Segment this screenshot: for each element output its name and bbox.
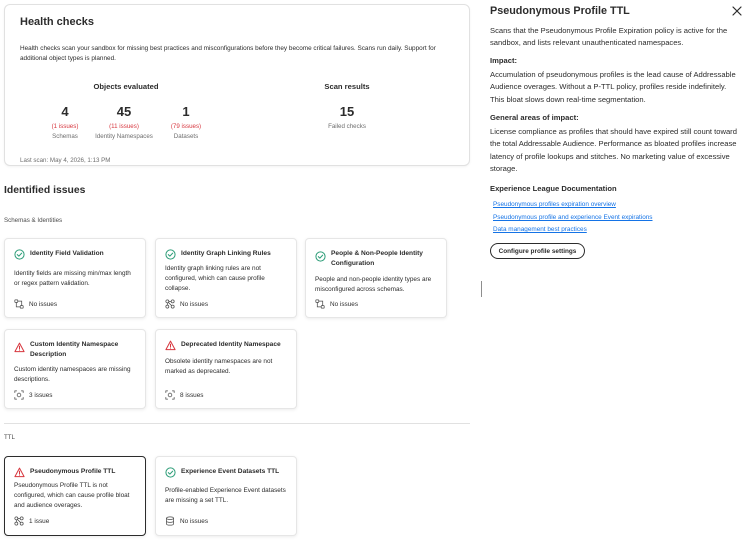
stat-value: 4 — [61, 104, 69, 119]
check-card-people-non-people-identity[interactable] — [305, 238, 447, 318]
stat-issues: (11 issues) — [109, 123, 139, 130]
card-header — [315, 249, 438, 269]
group-label-schemas-identities: Schemas & Identities — [4, 217, 63, 224]
card-title: Custom Identity Namespace Description — [30, 341, 119, 358]
card-title: Identity Graph Linking Rules — [181, 250, 271, 257]
last-scan-timestamp: Last scan: May 4, 2026, 1:13 PM — [20, 157, 111, 164]
areas-text: License compliance as profiles that should have expired still count toward the total Addressable Audience. Performance as bloated profiles increase latency of profile lookups and stitches. No marketing value of excessive storage. — [490, 127, 737, 173]
card-footer — [14, 516, 49, 526]
card-header — [14, 467, 137, 478]
card-footer — [165, 390, 203, 400]
stat-label: Identity Namespaces — [95, 133, 153, 140]
check-circle-icon — [165, 467, 176, 478]
schema-icon — [14, 299, 24, 309]
stat-label: Failed checks — [328, 123, 366, 130]
database-icon — [165, 516, 175, 526]
details-intro: Scans that the Pseudonymous Profile Expiration policy is active for the sandbox, and lists relevant unauthenticated namespaces. — [490, 26, 728, 48]
card-title: Deprecated Identity Namespace — [181, 341, 281, 348]
card-description: Pseudonymous Profile TTL is not configured, which can cause profile bloat and audience overages. — [14, 482, 130, 509]
namespace-icon — [14, 390, 24, 400]
namespace-icon — [165, 390, 175, 400]
scan-results-heading: Scan results — [324, 82, 370, 91]
card-footer — [315, 299, 358, 309]
stat-label: Schemas — [52, 133, 78, 140]
card-title: People & Non-People Identity Configuration — [331, 250, 423, 267]
card-issue-count: 1 issue — [29, 517, 50, 525]
card-footer — [14, 390, 52, 400]
configure-profile-settings-button[interactable]: Configure profile settings — [490, 243, 585, 259]
card-title: Pseudonymous Profile TTL — [30, 468, 116, 475]
schema-icon — [315, 299, 325, 309]
graph-icon — [165, 299, 175, 309]
card-issue-count: No issues — [180, 517, 209, 525]
group-label-ttl: TTL — [4, 434, 16, 441]
panel-title: Health checks — [20, 16, 94, 28]
card-header — [165, 249, 288, 260]
card-issue-count: No issues — [29, 300, 58, 308]
check-circle-icon — [315, 251, 326, 262]
alert-triangle-icon — [14, 342, 25, 353]
check-circle-icon — [165, 249, 176, 260]
check-card-experience-event-datasets-ttl[interactable] — [155, 456, 297, 536]
close-icon[interactable] — [731, 5, 743, 17]
card-issue-count: No issues — [180, 300, 209, 308]
stat-datasets — [146, 104, 226, 141]
health-checks-panel — [4, 4, 470, 166]
card-issue-count: 8 issues — [180, 391, 204, 399]
doc-link-best-practices[interactable]: Data management best practices — [493, 226, 587, 233]
objects-evaluated-heading: Objects evaluated — [93, 82, 159, 91]
stat-value: 1 — [182, 104, 190, 119]
doc-link-expiration-overview[interactable]: Pseudonymous profiles expiration overview — [493, 201, 616, 208]
impact-text: Accumulation of pseudonymous profiles is the lead cause of Addressable Audience overages. Without a P-TTL policy, profiles reside indefinitely. This bloat slows down real-time segmentation. — [490, 70, 736, 104]
card-description: Obsolete identity namespaces are not marked as deprecated. — [165, 358, 273, 375]
stat-issues: (79 issues) — [170, 123, 202, 130]
impact-heading: Impact: — [490, 56, 518, 65]
panel-description: Health checks scan your sandbox for missing best practices and misconfigurations before they become critical failures. Scans run daily. Support for additional object types is planned. — [20, 45, 436, 62]
areas-heading: General areas of impact: — [490, 113, 579, 122]
graph-icon — [14, 516, 24, 526]
check-card-custom-identity-namespace-description[interactable] — [4, 329, 146, 409]
card-footer — [14, 299, 57, 309]
card-title: Experience Event Datasets TTL — [181, 468, 280, 475]
check-circle-icon — [14, 249, 25, 260]
alert-triangle-icon — [14, 467, 25, 478]
card-header — [14, 340, 137, 360]
check-card-pseudonymous-profile-ttl[interactable] — [4, 456, 146, 536]
card-footer — [165, 516, 208, 526]
card-header — [165, 340, 288, 351]
docs-heading: Experience League Documentation — [490, 184, 617, 193]
card-description: Profile-enabled Experience Event datasets are missing a set TTL. — [165, 487, 286, 504]
card-header — [14, 249, 137, 260]
card-description: Identity fields are missing min/max length or regex pattern validation. — [14, 270, 131, 287]
check-card-deprecated-identity-namespace[interactable] — [155, 329, 297, 409]
card-header — [165, 467, 288, 478]
stat-failed-checks — [307, 104, 387, 131]
card-title: Identity Field Validation — [30, 250, 104, 257]
stat-label: Datasets — [173, 133, 199, 140]
doc-link-event-expirations[interactable]: Pseudonymous profile and experience Event expirations — [493, 214, 653, 221]
card-description: Identity graph linking rules are not configured, which can cause profile collapse. — [165, 265, 265, 292]
check-card-identity-graph-linking-rules[interactable] — [155, 238, 297, 318]
stat-value: 45 — [116, 104, 132, 119]
card-description: People and non-people identity types are misconfigured across schemas. — [315, 276, 432, 293]
details-panel — [490, 0, 746, 543]
section-divider — [4, 423, 470, 424]
card-description: Custom identity namespaces are missing descriptions. — [14, 366, 131, 383]
card-issue-count: No issues — [330, 300, 359, 308]
panel-resize-handle[interactable] — [481, 281, 482, 297]
alert-triangle-icon — [165, 340, 176, 351]
stat-value: 15 — [339, 104, 355, 119]
card-issue-count: 3 issues — [29, 391, 53, 399]
identified-issues-heading: Identified issues — [4, 185, 86, 196]
check-card-identity-field-validation[interactable] — [4, 238, 146, 318]
details-title: Pseudonymous Profile TTL — [490, 5, 630, 17]
card-footer — [165, 299, 208, 309]
stat-issues: (1 issues) — [51, 123, 79, 130]
